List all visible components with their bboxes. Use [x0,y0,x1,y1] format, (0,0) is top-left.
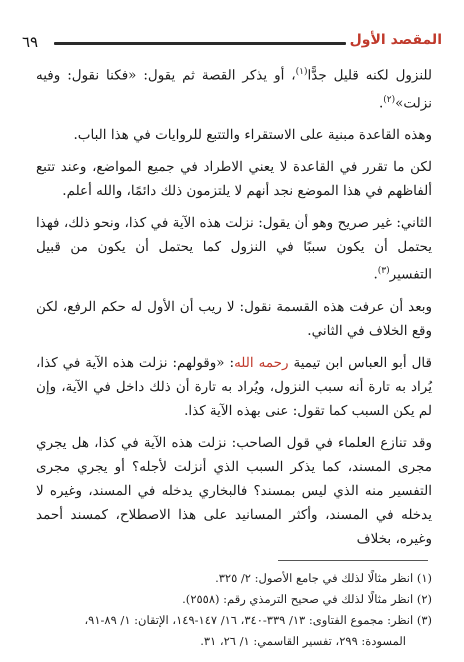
footnotes [36,568,432,652]
paragraph-text: : «وقولهم: نزلت هذه الآية في كذا، يُراد به تارة أنه سبب النزول، ويُراد به تارة أن ذلك داخل في الآية، وإن لم يكن السبب كما تقول: عنى بهذه الآية كذا. [36,354,432,419]
paragraph-text: ، أو يذكر القصة ثم يقول: «فكنا نقول: وفيه نزلت» [36,67,432,111]
footnote-1: (١) انظر مثالًا لذلك في جامع الأصول: ٢/ ٣٢٥. [215,571,432,585]
body-text [36,60,432,557]
footnote-ref[interactable]: (٣) [377,266,390,276]
paragraph-5: وبعد أن عرفت هذه القسمة نقول: لا ريب أن الأول له حكم الرفع، لكن وقع الخلاف في الثاني. [36,298,432,339]
paragraph-text: للنزول لكنه قليل جدًّا [307,67,432,84]
paragraph-1 [36,60,432,115]
paragraph-text: . [378,95,384,111]
section-title: المقصد الأول [349,32,442,48]
paragraph-6 [36,351,432,423]
page-number: ٦٩ [22,33,39,51]
paragraph-text: . [373,266,378,283]
paragraph-3: لكن ما تقرر في القاعدة لا يعني الاطراد في جميع المواضع، وعند تتبع ألفاظهم في هذا الموضع نجد أنهم لا يلتزمون ذلك دائمًا، والله أعلم. [36,159,432,199]
paragraph-2: وهذه القاعدة مبنية على الاستقراء والتتبع للروايات في هذا الباب. [73,127,432,143]
footnote-2: (٢) انظر مثالًا لذلك في صحيح الترمذي رقم: (٢٥٥٨). [182,592,432,606]
footnote-3: (٣) انظر: مجموع الفتاوى: ١٣/ ٣٣٩-٣٤٠، ١٦/ ١٤٧-١٤٩، الإتقان: ١/ ٨٩-٩١، [84,613,432,627]
footnote-ref[interactable]: (٢) [383,94,396,105]
paragraph-7: وقد تنازع العلماء في قول الصاحب: نزلت هذه الآية في كذا، هل يجري مجرى المسند، كما يذكر السبب الذي أنزلت لأجله؟ أو يجري مجرى التفسير منه الذي ليس بمسند؟ فالبخاري يدخله في المسند، وغيره لا يدخله في المسند، وأكثر المسانيد على هذا الاصطلاح، كمسند أحمد وغيره، بخلاف [36,434,432,547]
honorific-mark: رحمه الله [234,354,289,371]
footnote-3-continued: المسودة: ٢٩٩، تفسير القاسمي: ١/ ٢٦، ٣١. [200,634,406,648]
header-rule [54,42,346,45]
paragraph-text: الثاني: غير صريح وهو أن يقول: نزلت هذه الآية في كذا، ونحو ذلك، فهذا يحتمل أن يكون سببًا في النزول كما يحتمل أن يكون من قبيل التفسير [36,215,432,283]
page-header [18,31,446,53]
footnote-ref[interactable]: (١) [295,67,308,77]
paragraph-text: قال أبو العباس ابن تيمية [288,354,432,371]
paragraph-4 [36,211,432,287]
footnote-divider [278,560,428,561]
